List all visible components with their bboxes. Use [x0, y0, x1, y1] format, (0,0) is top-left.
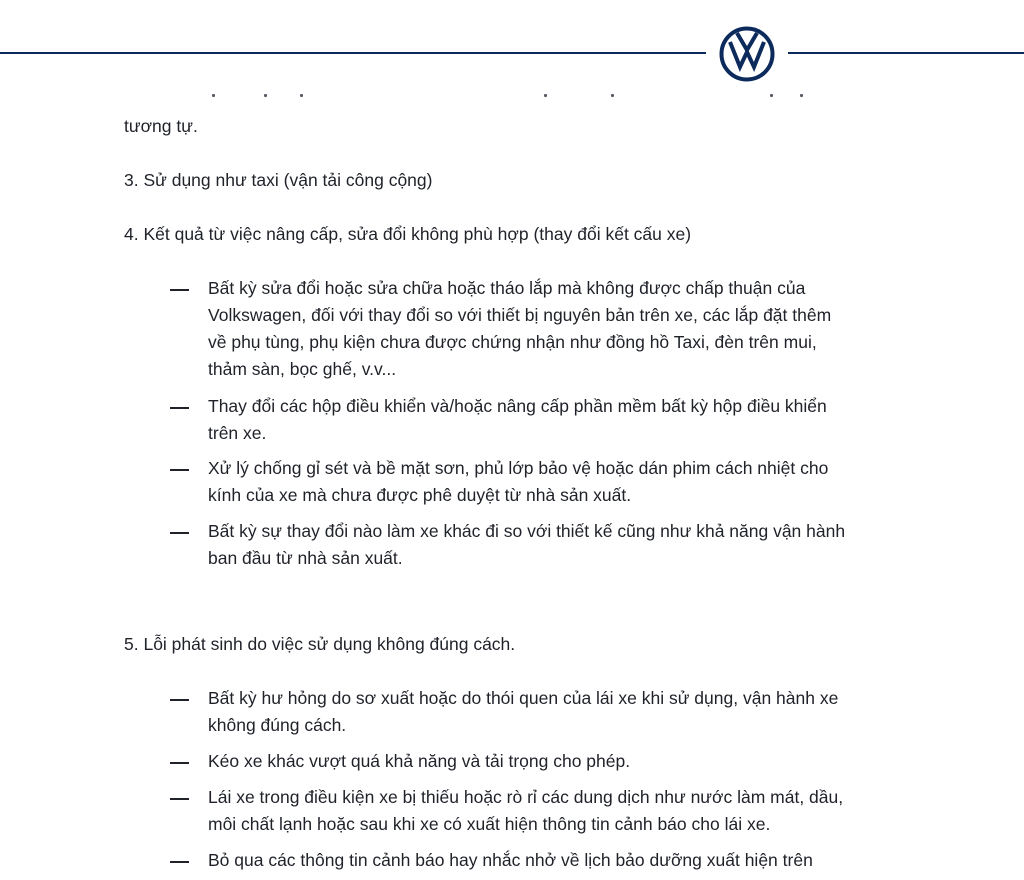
bullet-text: Bất kỳ sự thay đổi nào làm xe khác đi so với thiết kế cũng như khả năng vận hành ban đầu từ nhà sản xuất.: [208, 521, 846, 568]
clipped-text-fragment: [124, 88, 824, 102]
bullet-text: Bất kỳ hư hỏng do sơ xuất hoặc do thói quen của lái xe khi sử dụng, vận hành xe không đúng cách.: [208, 688, 839, 735]
dash-bullet-icon: [170, 798, 189, 800]
list-item-4-title: 4. Kết quả từ việc nâng cấp, sửa đổi không phù hợp (thay đổi kết cấu xe): [124, 224, 692, 244]
bullet-text: Kéo xe khác vượt quá khả năng và tải trọng cho phép.: [208, 751, 631, 771]
dash-bullet-icon: [170, 469, 189, 471]
bullet-text: Bỏ qua các thông tin cảnh báo hay nhắc nhở về lịch bảo dưỡng xuất hiện trên: [208, 850, 813, 870]
dash-bullet-icon: [170, 699, 189, 701]
bullet-text: Xử lý chống gỉ sét và bề mặt sơn, phủ lớp bảo vệ hoặc dán phim cách nhiệt cho kính của xe mà chưa được phê duyệt từ nhà sản xuất.: [208, 458, 829, 505]
dash-bullet-icon: [170, 407, 189, 409]
continued-line: tương tự.: [124, 116, 198, 136]
bullet-text: Thay đổi các hộp điều khiển và/hoặc nâng cấp phần mềm bất kỳ hộp điều khiển trên xe.: [208, 396, 827, 443]
document-body: [124, 0, 844, 880]
bullet-text: Bất kỳ sửa đổi hoặc sửa chữa hoặc tháo lắp mà không được chấp thuận của Volkswagen, đối với thay đổi so với thiết bị nguyên bản trên xe, các lắp đặt thêm về phụ tùng, phụ kiện chưa được chứng nhận như đồng hồ Taxi, đèn trên mui, thảm sàn, bọc ghế, v.v...: [208, 278, 832, 379]
dash-bullet-icon: [170, 532, 189, 534]
list-item-3: 3. Sử dụng như taxi (vận tải công cộng): [124, 170, 433, 190]
list-item-5-title: 5. Lỗi phát sinh do việc sử dụng không đúng cách.: [124, 634, 516, 654]
dash-bullet-icon: [170, 861, 189, 863]
bullet-text: Lái xe trong điều kiện xe bị thiếu hoặc rò rỉ các dung dịch như nước làm mát, dầu, môi chất lạnh hoặc sau khi xe có xuất hiện thông tin cảnh báo cho lái xe.: [208, 787, 844, 834]
dash-bullet-icon: [170, 289, 189, 291]
dash-bullet-icon: [170, 762, 189, 764]
